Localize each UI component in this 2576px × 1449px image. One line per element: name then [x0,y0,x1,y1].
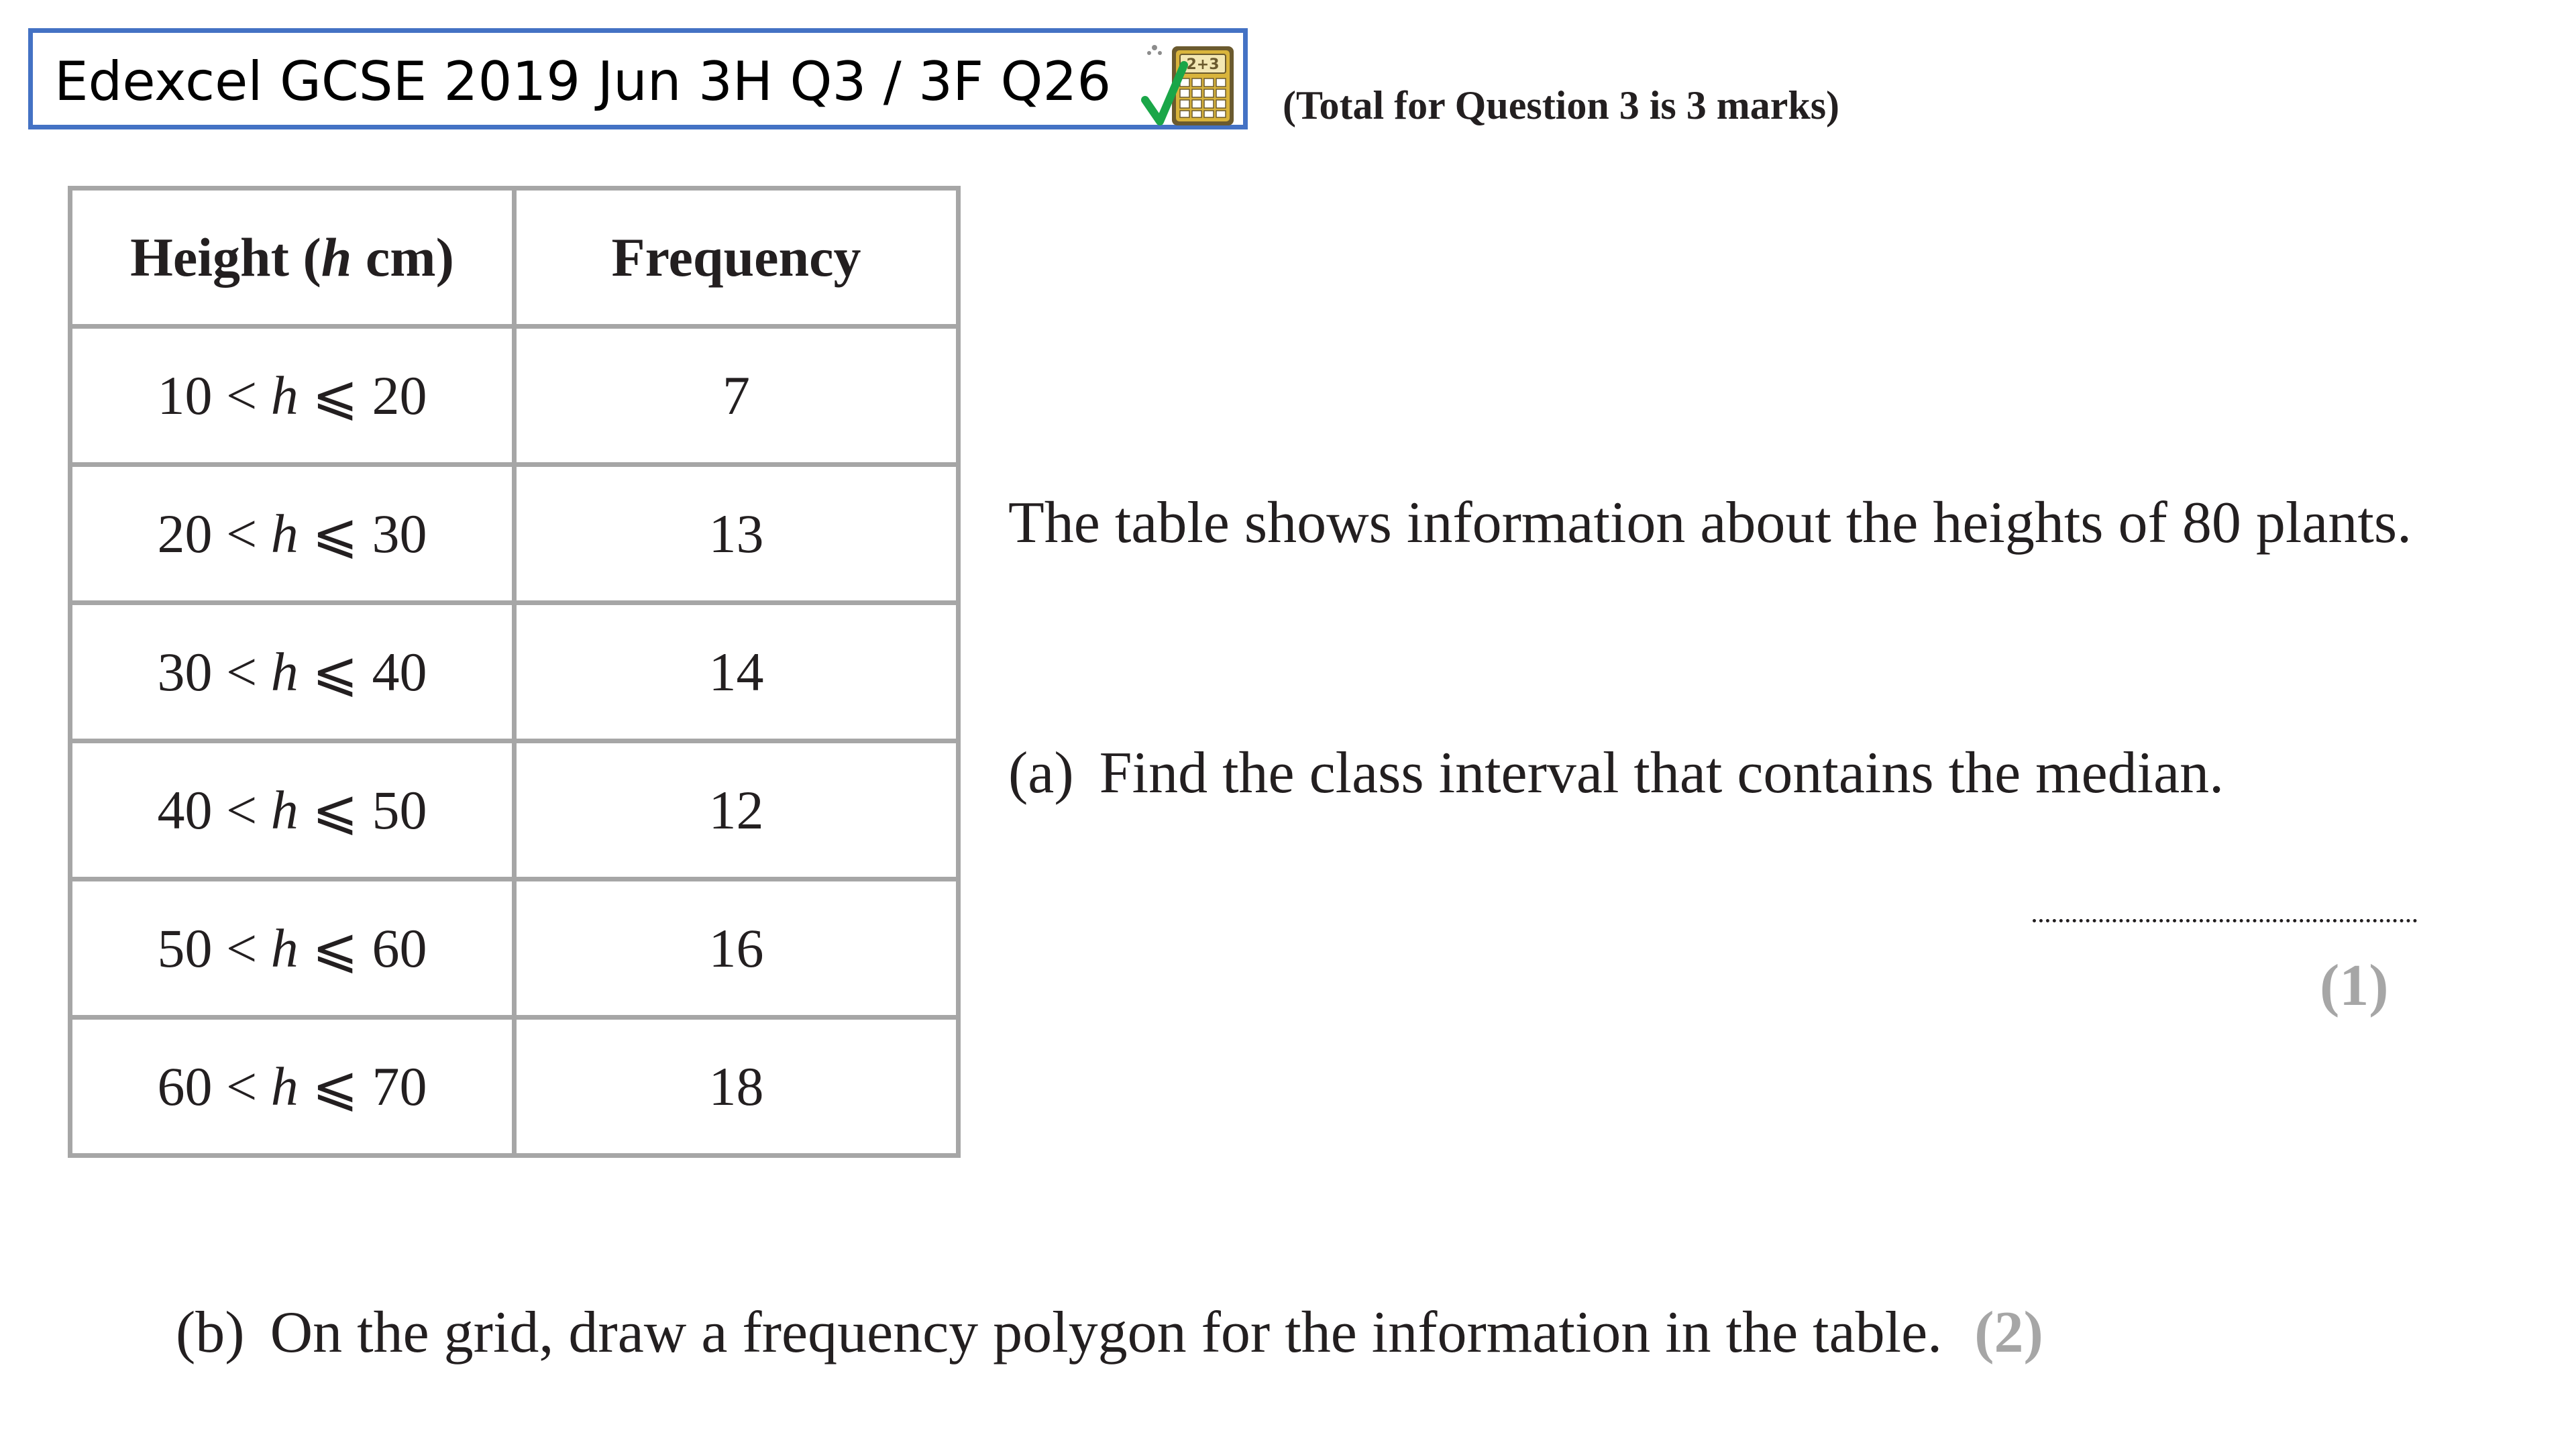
frequency-cell: 13 [515,465,959,603]
frequency-column-header: Frequency [515,189,959,327]
part-a-text: Find the class interval that contains the median. [1099,741,2224,806]
total-marks: (Total for Question 3 is 3 marks) [1283,83,1840,127]
table-row [70,603,959,741]
frequency-table [68,186,961,1158]
table-header-row [70,189,959,327]
part-a-question [1008,740,2224,807]
table-row [70,465,959,603]
part-a-marks: (1) [2320,953,2389,1018]
frequency-cell: 14 [515,603,959,741]
height-column-header: Height (h cm) [70,189,515,327]
question-intro: The table shows information about the heights of 80 plants. [1008,490,2412,555]
part-b-question [176,1299,2043,1366]
table-row [70,327,959,465]
question-title-box [28,28,1248,129]
calculator-display-text: 2+3 [1186,56,1220,73]
height-interval-cell: 40 < h ⩽ 50 [70,741,515,879]
frequency-cell: 7 [515,327,959,465]
height-interval-cell: 20 < h ⩽ 30 [70,465,515,603]
frequency-cell: 18 [515,1018,959,1156]
answer-line[interactable] [2033,919,2417,922]
frequency-cell: 16 [515,879,959,1018]
part-b-label: (b) [176,1300,245,1365]
part-a-label: (a) [1008,741,1074,806]
part-b-marks: (2) [1974,1300,2043,1365]
height-interval-cell: 10 < h ⩽ 20 [70,327,515,465]
table-row [70,741,959,879]
question-title: Edexcel GCSE 2019 Jun 3H Q3 / 3F Q26 [54,50,1112,113]
calculator-check-icon [1140,38,1240,132]
frequency-cell: 12 [515,741,959,879]
table-row [70,879,959,1018]
height-interval-cell: 30 < h ⩽ 40 [70,603,515,741]
part-b-text: On the grid, draw a frequency polygon for the information in the table. [270,1300,1943,1365]
table-row [70,1018,959,1156]
height-interval-cell: 50 < h ⩽ 60 [70,879,515,1018]
height-interval-cell: 60 < h ⩽ 70 [70,1018,515,1156]
